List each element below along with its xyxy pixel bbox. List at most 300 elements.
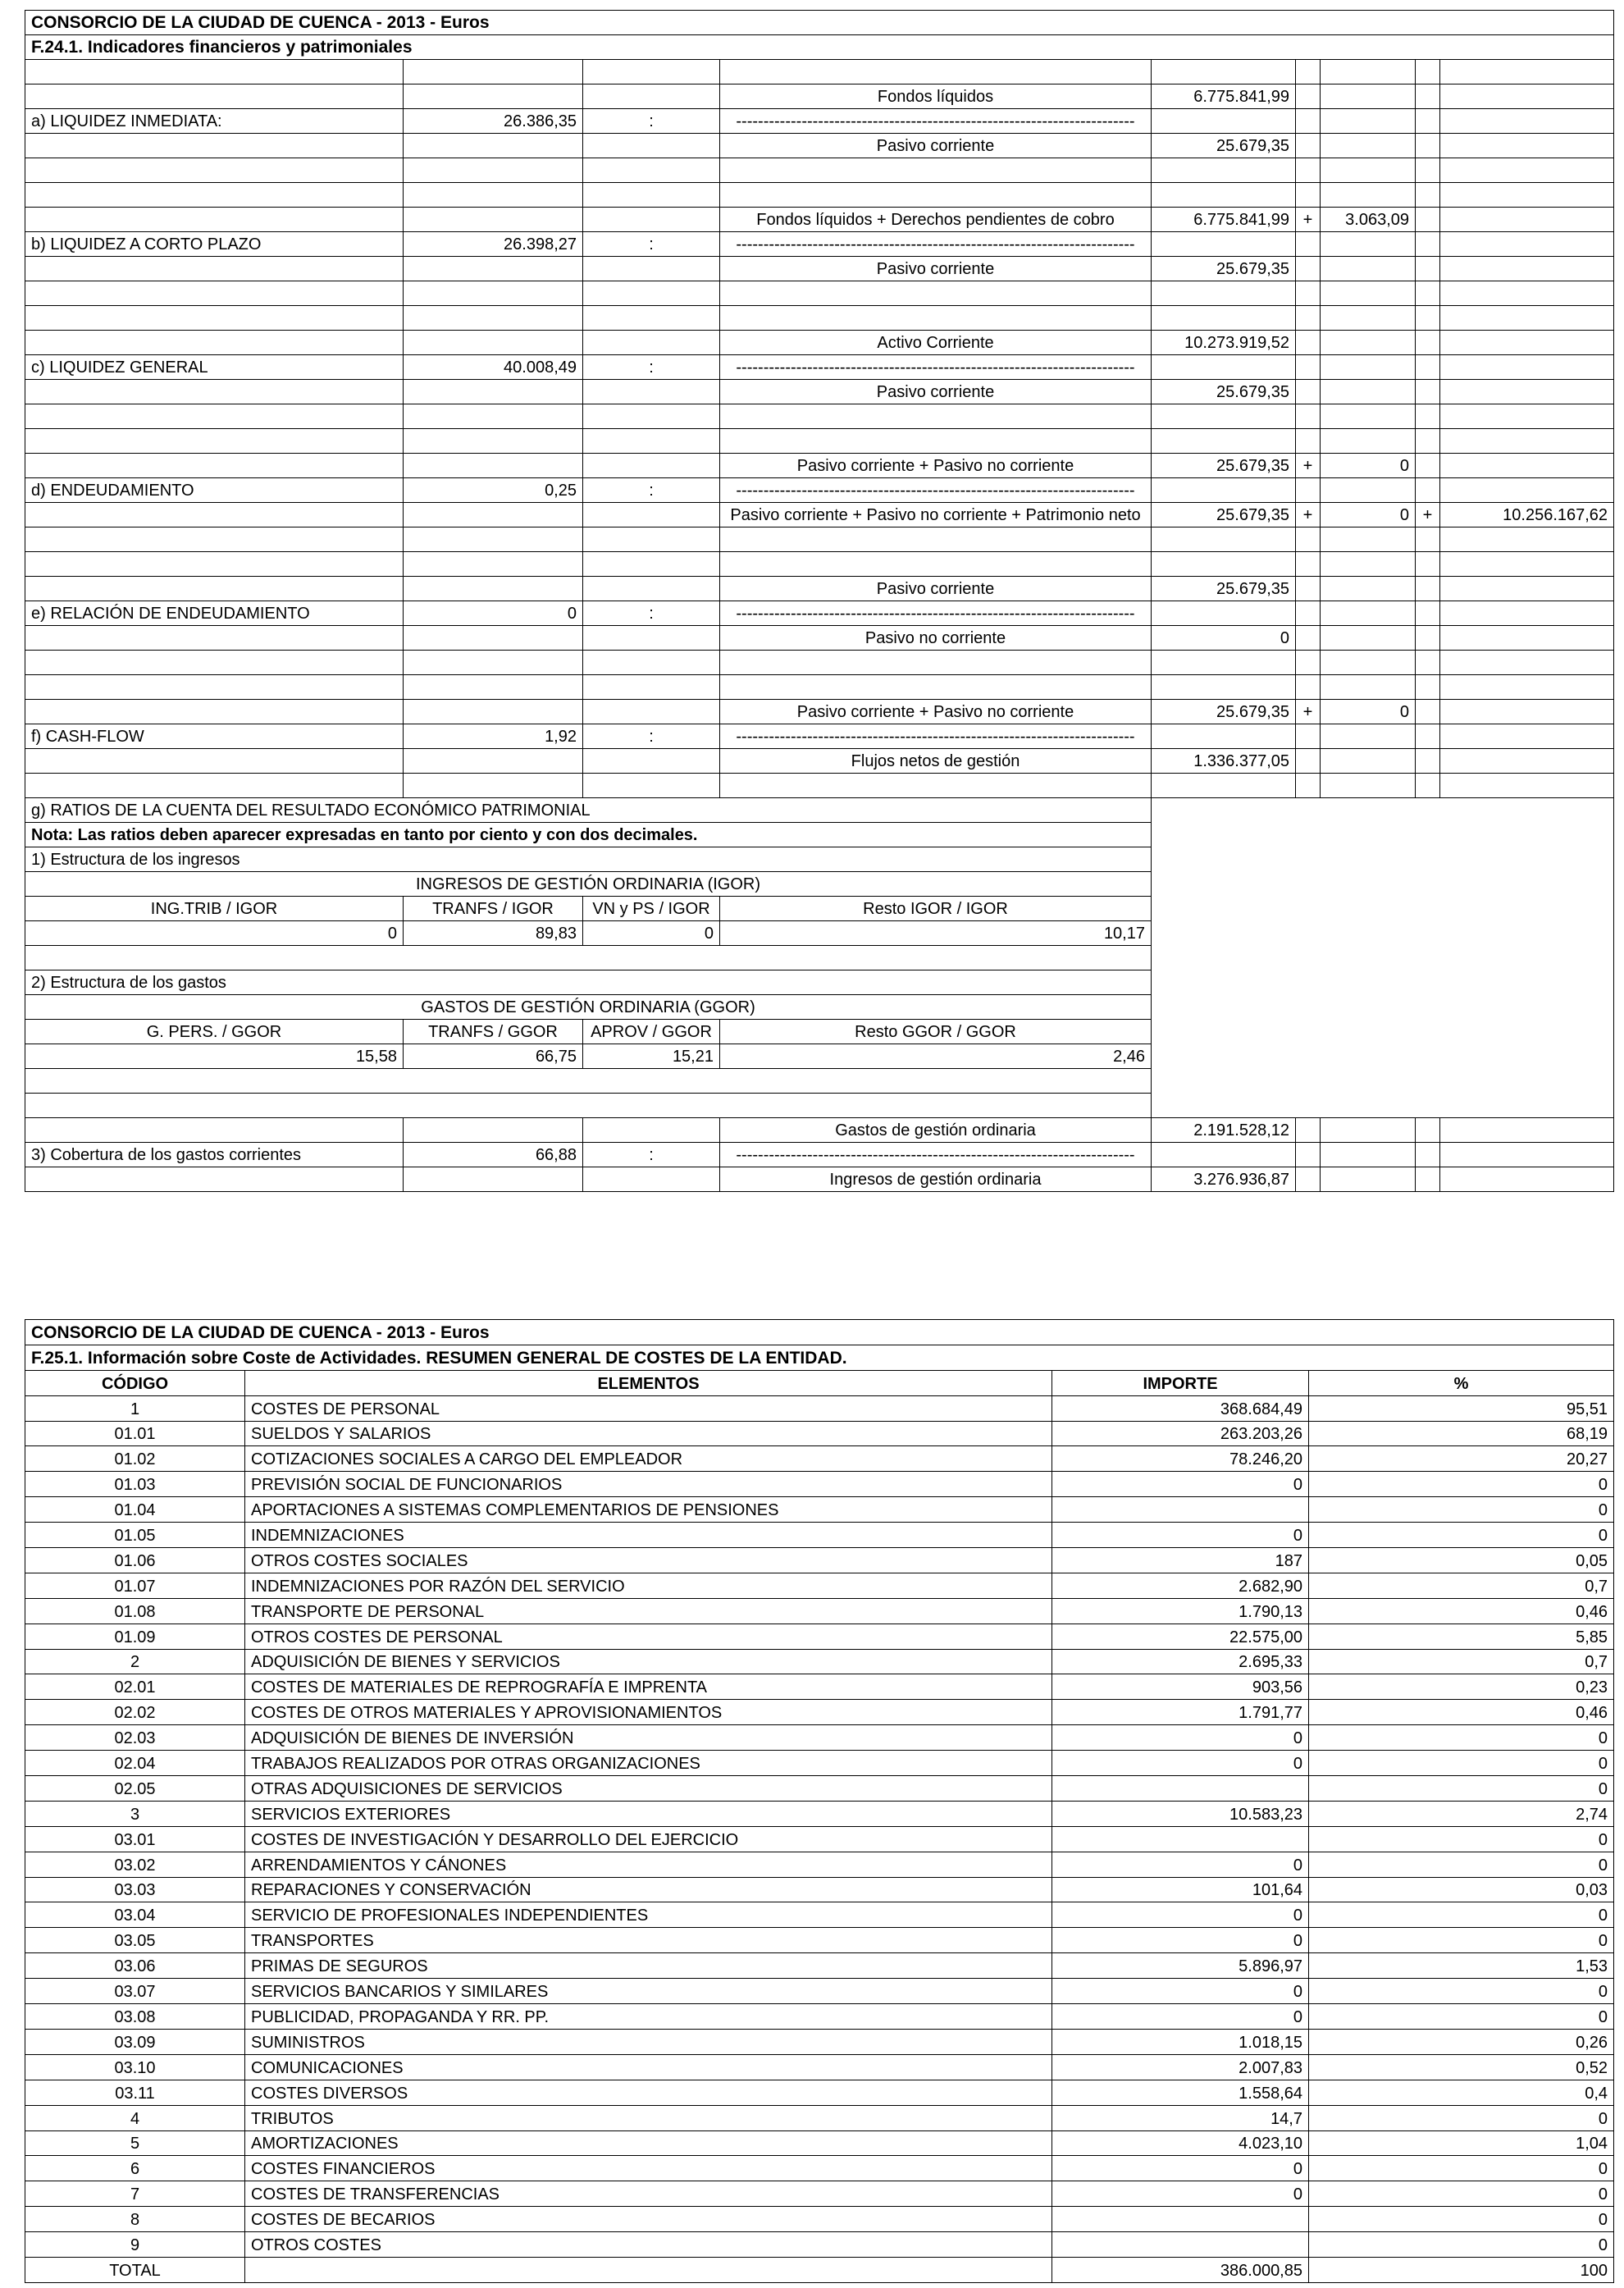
empty-cell [1321,232,1416,257]
ratio-header: Resto IGOR / IGOR [720,897,1152,921]
cost-amount: 101,64 [1052,1877,1309,1902]
empty-cell [583,84,720,109]
cost-amount: 4.023,10 [1052,2130,1309,2156]
indicator-label: 3) Cobertura de los gastos corrientes [25,1143,404,1167]
empty-cell [25,183,404,208]
empty-cell [1416,60,1440,84]
cost-row [25,1877,1614,1902]
cost-code: 03.05 [25,1928,245,1953]
cost-element: APORTACIONES A SISTEMAS COMPLEMENTARIOS DE PENSIONES [245,1497,1052,1523]
empty-cell [1440,675,1614,700]
cost-amount [1052,1497,1309,1523]
cost-element: COTIZACIONES SOCIALES A CARGO DEL EMPLEADOR [245,1446,1052,1472]
indicator-value: 0,25 [404,478,583,503]
cost-code: 03.03 [25,1877,245,1902]
empty-cell [1416,404,1440,429]
empty-cell [1440,183,1614,208]
cost-element: COSTES DE BECARIOS [245,2207,1052,2232]
empty-cell [404,454,583,478]
empty-cell [25,1094,1152,1118]
ratio-header: TRANFS / GGOR [404,1020,583,1044]
cost-code: 01.04 [25,1497,245,1523]
blank-row [25,429,1614,454]
cost-row [25,1649,1614,1674]
cost-element: COSTES DE PERSONAL [245,1395,1052,1421]
cost-code: 02.01 [25,1674,245,1700]
cost-percent: 0 [1309,1979,1614,2004]
plus-sign [1296,626,1321,651]
section2-subtitle: F.25.1. Información sobre Coste de Actividades. RESUMEN GENERAL DE COSTES DE LA ENTIDAD. [25,1345,1614,1370]
numerator-label: Fondos líquidos [720,84,1152,109]
numerator-label: Pasivo corriente + Pasivo no corriente [720,454,1152,478]
empty-cell [1416,1118,1440,1143]
cost-code: 01.08 [25,1598,245,1624]
empty-cell [1152,527,1296,552]
cost-percent: 0 [1309,1751,1614,1776]
empty-cell [1321,429,1416,454]
empty-cell [583,651,720,675]
empty-cell [25,257,404,281]
empty-cell [1440,232,1614,257]
denominator-value-2 [1321,749,1416,774]
indicator-numerator-row [25,577,1614,601]
structure-title: 1) Estructura de los ingresos [25,847,1152,872]
ratio-header: G. PERS. / GGOR [25,1020,404,1044]
cost-amount: 14,7 [1052,2105,1309,2130]
numerator-value-3 [1440,577,1614,601]
empty-cell [720,527,1152,552]
indicator-result-row [25,355,1614,380]
cost-percent: 0,05 [1309,1548,1614,1573]
plus-sign [1416,626,1440,651]
cost-amount: 0 [1052,1852,1309,1877]
separator: : [583,232,720,257]
cost-element: OTROS COSTES SOCIALES [245,1548,1052,1573]
plus-sign [1296,84,1321,109]
numerator-label: Fondos líquidos + Derechos pendientes de cobro [720,208,1152,232]
numerator-label: Pasivo corriente + Pasivo no corriente [720,700,1152,724]
cost-row [25,1979,1614,2004]
cost-code: 7 [25,2181,245,2207]
cost-code: 03.01 [25,1826,245,1852]
cost-percent: 95,51 [1309,1395,1614,1421]
ratio-header: APROV / GGOR [583,1020,720,1044]
section2-title: CONSORCIO DE LA CIUDAD DE CUENCA - 2013 - Euros [25,1320,1614,1345]
empty-cell [404,503,583,527]
cost-code: 01.05 [25,1523,245,1548]
cost-row [25,1472,1614,1497]
plus-sign [1416,134,1440,158]
cost-amount: 1.558,64 [1052,2080,1309,2105]
structure-group-title: INGRESOS DE GESTIÓN ORDINARIA (IGOR) [25,872,1152,897]
indicator-label: c) LIQUIDEZ GENERAL [25,355,404,380]
cost-code: 1 [25,1395,245,1421]
numerator-value-1: 25.679,35 [1152,577,1296,601]
empty-cell [25,84,404,109]
plus-sign [1416,208,1440,232]
numerator-label: Gastos de gestión ordinaria [720,1118,1152,1143]
cost-element: REPARACIONES Y CONSERVACIÓN [245,1877,1052,1902]
cost-element: INDEMNIZACIONES [245,1523,1052,1548]
plus-sign [1296,331,1321,355]
structure-title: 2) Estructura de los gastos [25,970,1152,995]
cost-amount: 22.575,00 [1052,1624,1309,1649]
empty-cell [25,503,404,527]
empty-cell [1440,1143,1614,1167]
cost-percent: 0 [1309,1523,1614,1548]
empty-cell [583,577,720,601]
ratio-value: 2,46 [720,1044,1152,1069]
cost-percent: 0,52 [1309,2054,1614,2080]
blank-row [25,281,1614,306]
empty-cell [1152,1143,1296,1167]
empty-cell [404,527,583,552]
empty-cell [1321,724,1416,749]
indicator-denominator-row [25,380,1614,404]
numerator-label: Activo Corriente [720,331,1152,355]
cost-element: COSTES DE INVESTIGACIÓN Y DESARROLLO DEL EJERCICIO [245,1826,1052,1852]
cost-code: 8 [25,2207,245,2232]
empty-cell [1296,404,1321,429]
cost-row [25,2029,1614,2054]
empty-cell [583,208,720,232]
cost-row [25,1801,1614,1826]
empty-cell [583,1118,720,1143]
cost-percent: 100 [1309,2257,1614,2282]
cost-code: 03.02 [25,1852,245,1877]
empty-cell [404,208,583,232]
cost-row [25,2130,1614,2156]
numerator-value-2: 0 [1321,700,1416,724]
cost-row [25,1826,1614,1852]
ratio-value: 0 [25,921,404,946]
empty-cell [1296,1118,1321,1143]
empty-cell [1296,1143,1321,1167]
financial-indicators-table [25,10,1614,1192]
separator: : [583,478,720,503]
cost-element: PREVISIÓN SOCIAL DE FUNCIONARIOS [245,1472,1052,1497]
denominator-value-1: 3.276.936,87 [1152,1167,1296,1192]
empty-cell [404,158,583,183]
cost-percent: 0 [1309,2105,1614,2130]
cost-percent: 5,85 [1309,1624,1614,1649]
indicator-result-row [25,478,1614,503]
cost-element: AMORTIZACIONES [245,2130,1052,2156]
empty-cell [1321,158,1416,183]
empty-cell [25,626,404,651]
cost-element: SUELDOS Y SALARIOS [245,1421,1052,1446]
fraction-line: ------------------------------------------------------------------------- [720,109,1152,134]
empty-cell [25,1069,1152,1094]
empty-cell [1416,1167,1440,1192]
cost-code: 01.07 [25,1573,245,1598]
empty-cell [1296,60,1321,84]
fraction-line: ------------------------------------------------------------------------- [720,478,1152,503]
cost-percent: 0 [1309,1928,1614,1953]
cost-amount [1052,1826,1309,1852]
empty-cell [1296,527,1321,552]
indicator-value: 66,88 [404,1143,583,1167]
denominator-value-3 [1440,257,1614,281]
cost-code: 03.09 [25,2029,245,2054]
cost-percent: 0,46 [1309,1700,1614,1725]
denominator-value-1: 25.679,35 [1152,503,1296,527]
cost-code: 01.03 [25,1472,245,1497]
cost-code: 03.08 [25,2004,245,2030]
empty-cell [25,946,1152,970]
cost-percent: 0,46 [1309,1598,1614,1624]
cobertura-result-row [25,1143,1614,1167]
empty-cell [404,257,583,281]
cost-percent: 0 [1309,2207,1614,2232]
empty-cell [1152,651,1296,675]
empty-cell [720,651,1152,675]
cost-percent: 0 [1309,1497,1614,1523]
ratio-header: Resto GGOR / GGOR [720,1020,1152,1044]
numerator-value-2: 0 [1321,454,1416,478]
empty-cell [583,503,720,527]
cost-percent: 1,53 [1309,1953,1614,1979]
empty-cell [1321,355,1416,380]
numerator-value-1: 6.775.841,99 [1152,208,1296,232]
cost-row [25,1497,1614,1523]
empty-cell [25,552,404,577]
indicator-denominator-row [25,749,1614,774]
empty-cell [1152,675,1296,700]
cost-row [25,1446,1614,1472]
empty-cell [1416,158,1440,183]
cost-code: 01.09 [25,1624,245,1649]
empty-cell [583,429,720,454]
blank-row [25,60,1614,84]
empty-cell [1152,724,1296,749]
empty-cell [1416,183,1440,208]
empty-cell [1152,552,1296,577]
empty-cell [1296,158,1321,183]
empty-cell [1152,183,1296,208]
empty-cell [1440,724,1614,749]
empty-cell [1416,109,1440,134]
empty-cell [583,454,720,478]
denominator-value-2 [1321,380,1416,404]
empty-cell [1321,281,1416,306]
denominator-value-3 [1440,626,1614,651]
cost-element: PUBLICIDAD, PROPAGANDA Y RR. PP. [245,2004,1052,2030]
empty-cell [1416,651,1440,675]
plus-sign [1296,134,1321,158]
header-percent: % [1309,1370,1614,1395]
cost-row [25,2181,1614,2207]
cost-code: 03.10 [25,2054,245,2080]
cobertura-denominator-row [25,1167,1614,1192]
indicator-label: f) CASH-FLOW [25,724,404,749]
cost-element: TRIBUTOS [245,2105,1052,2130]
numerator-value-1: 10.273.919,52 [1152,331,1296,355]
empty-cell [25,208,404,232]
cost-percent: 0 [1309,1776,1614,1802]
ratio-header: VN y PS / IGOR [583,897,720,921]
cost-percent: 20,27 [1309,1446,1614,1472]
empty-cell [1321,60,1416,84]
blank-row [25,774,1614,798]
indicator-value: 26.386,35 [404,109,583,134]
indicator-numerator-row [25,454,1614,478]
empty-cell [1296,675,1321,700]
indicator-denominator-row [25,257,1614,281]
cost-amount: 5.896,97 [1052,1953,1309,1979]
denominator-label: Pasivo corriente + Pasivo no corriente + Patrimonio neto [720,503,1152,527]
ratio-header: TRANFS / IGOR [404,897,583,921]
cost-amount: 187 [1052,1548,1309,1573]
cost-percent: 0 [1309,2181,1614,2207]
blank-row [25,158,1614,183]
empty-cell [1321,1143,1416,1167]
cost-percent: 0,4 [1309,2080,1614,2105]
plus-sign [1416,331,1440,355]
empty-cell [404,331,583,355]
plus-sign: + [1416,503,1440,527]
cost-row [25,2105,1614,2130]
cost-code: 02.03 [25,1725,245,1751]
empty-cell [583,527,720,552]
empty-cell [1152,158,1296,183]
empty-cell [1440,651,1614,675]
denominator-value-2 [1321,257,1416,281]
plus-sign [1416,257,1440,281]
empty-cell [720,429,1152,454]
cost-code: 02.04 [25,1751,245,1776]
cost-percent: 0,23 [1309,1674,1614,1700]
empty-cell [25,675,404,700]
empty-cell [1296,232,1321,257]
cost-amount [1052,1776,1309,1802]
empty-cell [404,281,583,306]
denominator-value-3: 10.256.167,62 [1440,503,1614,527]
cost-row [25,1852,1614,1877]
cost-row [25,2207,1614,2232]
indicator-result-row [25,601,1614,626]
empty-cell [1321,404,1416,429]
cost-element: COSTES DE TRANSFERENCIAS [245,2181,1052,2207]
empty-cell [404,552,583,577]
empty-cell [720,158,1152,183]
denominator-label: Pasivo corriente [720,380,1152,404]
denominator-value-1: 1.336.377,05 [1152,749,1296,774]
cost-amount: 0 [1052,1979,1309,2004]
numerator-value-3 [1440,84,1614,109]
cost-table-header-row [25,1370,1614,1395]
empty-cell [583,774,720,798]
empty-cell [1416,675,1440,700]
ratios-title-row [25,798,1614,823]
cost-amount: 78.246,20 [1052,1446,1309,1472]
denominator-value-3 [1440,749,1614,774]
numerator-label: Pasivo corriente [720,577,1152,601]
empty-cell [583,306,720,331]
cost-row [25,1725,1614,1751]
indicator-denominator-row [25,503,1614,527]
empty-cell [25,281,404,306]
cost-code: 03.11 [25,2080,245,2105]
empty-cell [404,675,583,700]
empty-cell [404,1118,583,1143]
empty-cell [1440,404,1614,429]
cost-summary-table [25,1319,1614,2283]
empty-cell [25,60,404,84]
cost-amount: 1.790,13 [1052,1598,1309,1624]
cost-percent: 0 [1309,1472,1614,1497]
cost-code: 03.06 [25,1953,245,1979]
blank-row [25,306,1614,331]
plus-sign [1416,577,1440,601]
blank-row [25,675,1614,700]
empty-cell [583,404,720,429]
plus-sign [1296,257,1321,281]
cost-row [25,1548,1614,1573]
empty-cell [25,158,404,183]
empty-cell [25,306,404,331]
cost-percent: 68,19 [1309,1421,1614,1446]
empty-cell [1416,774,1440,798]
empty-cell [25,651,404,675]
empty-cell [404,626,583,651]
cost-code: 02.02 [25,1700,245,1725]
empty-cell [404,429,583,454]
empty-cell [404,134,583,158]
fraction-line: ------------------------------------------------------------------------- [720,601,1152,626]
cost-element: SERVICIOS BANCARIOS Y SIMILARES [245,1979,1052,2004]
empty-cell [1296,651,1321,675]
empty-cell [1440,429,1614,454]
empty-cell [25,774,404,798]
cost-percent: 0 [1309,1725,1614,1751]
empty-cell [583,552,720,577]
empty-cell [1152,355,1296,380]
empty-cell [583,380,720,404]
numerator-value-1: 25.679,35 [1152,454,1296,478]
blank-row [25,552,1614,577]
cost-row [25,1598,1614,1624]
empty-cell [1440,1118,1614,1143]
indicator-value: 0 [404,601,583,626]
indicator-value: 26.398,27 [404,232,583,257]
cost-amount: 10.583,23 [1052,1801,1309,1826]
plus-sign [1416,454,1440,478]
cost-row [25,1395,1614,1421]
empty-cell [720,281,1152,306]
empty-cell [1296,601,1321,626]
ratio-value: 89,83 [404,921,583,946]
cost-amount: 0 [1052,1725,1309,1751]
cost-element: ADQUISICIÓN DE BIENES DE INVERSIÓN [245,1725,1052,1751]
indicator-numerator-row [25,208,1614,232]
cost-amount: 2.007,83 [1052,2054,1309,2080]
denominator-label: Pasivo corriente [720,134,1152,158]
separator: : [583,109,720,134]
cost-element: SERVICIOS EXTERIORES [245,1801,1052,1826]
plus-sign [1296,749,1321,774]
empty-cell [583,134,720,158]
cost-code: 6 [25,2156,245,2181]
cost-row [25,2054,1614,2080]
separator: : [583,355,720,380]
numerator-value-1: 2.191.528,12 [1152,1118,1296,1143]
empty-cell [25,700,404,724]
empty-cell [1321,675,1416,700]
cost-percent: 0,03 [1309,1877,1614,1902]
denominator-label: Pasivo corriente [720,257,1152,281]
cost-percent: 1,04 [1309,2130,1614,2156]
